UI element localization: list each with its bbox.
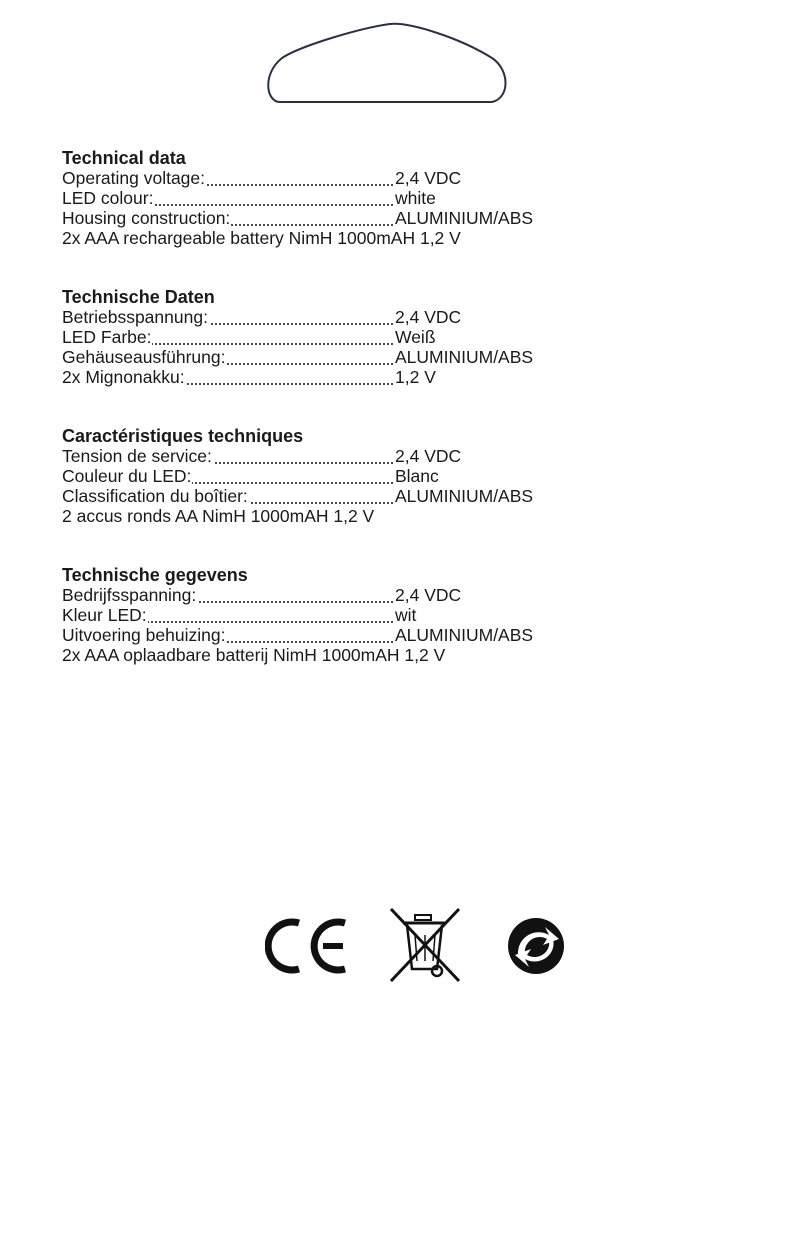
spec-row [62,327,622,347]
spec-value: Weiß [395,327,436,347]
spec-value: 2,4 VDC [395,307,462,327]
section-title: Technische gegevens [62,565,248,585]
spec-value: ALUMINIUM/ABS [395,486,534,506]
section-caracteristiques-techniques [62,426,622,526]
spec-row [62,208,622,228]
spec-row [62,188,622,208]
spec-value: ALUMINIUM/ABS [395,208,534,228]
spec-row [62,605,622,625]
ce-mark-icon [265,915,355,977]
spec-row [62,486,622,506]
spec-label: LED Farbe: [62,327,152,347]
spec-value: 2,4 VDC [395,585,462,605]
spec-label: Couleur du LED: [62,466,192,486]
spec-row [62,307,622,327]
spec-row [62,466,622,486]
section-technical-data [62,148,622,248]
spec-row [62,168,622,188]
spec-value: 2,4 VDC [395,446,462,466]
section-technische-daten [62,287,622,387]
battery-note: 2x AAA oplaadbare batterij NimH 1000mAH 1,2 V [62,645,446,665]
spec-value: ALUMINIUM/ABS [395,347,534,367]
spec-row [62,367,622,387]
section-technische-gegevens [62,565,622,665]
spec-row [62,347,622,367]
spec-label: Classification du boîtier: [62,486,248,506]
spec-value: 1,2 V [395,367,436,387]
spec-label: LED colour: [62,188,154,208]
section-title: Technical data [62,148,186,168]
spec-label: Kleur LED: [62,605,147,625]
spec-label: Uitvoering behuizing: [62,625,226,645]
weee-crossed-bin-icon [385,905,465,985]
spec-value: wit [395,605,417,625]
spec-label: 2x Mignonakku: [62,367,185,387]
certification-symbols [265,905,575,985]
spec-row [62,446,622,466]
battery-note: 2 accus ronds AA NimH 1000mAH 1,2 V [62,506,375,526]
spec-label: Tension de service: [62,446,212,466]
spec-row [62,625,622,645]
spec-value: ALUMINIUM/ABS [395,625,534,645]
spec-label: Bedrijfsspanning: [62,585,197,605]
spec-row [62,585,622,605]
spec-label: Housing construction: [62,208,231,228]
section-title: Caractéristiques techniques [62,426,304,446]
spec-label: Gehäuseausführung: [62,347,226,367]
green-dot-icon [505,915,567,977]
spec-value: 2,4 VDC [395,168,462,188]
spec-value: white [395,188,436,208]
spec-value: Blanc [395,466,439,486]
hang-hole-outline [260,18,510,108]
battery-note: 2x AAA rechargeable battery NimH 1000mAH 1,2 V [62,228,461,248]
section-title: Technische Daten [62,287,215,307]
spec-label: Operating voltage: [62,168,206,188]
spec-label: Betriebsspannung: [62,307,208,327]
